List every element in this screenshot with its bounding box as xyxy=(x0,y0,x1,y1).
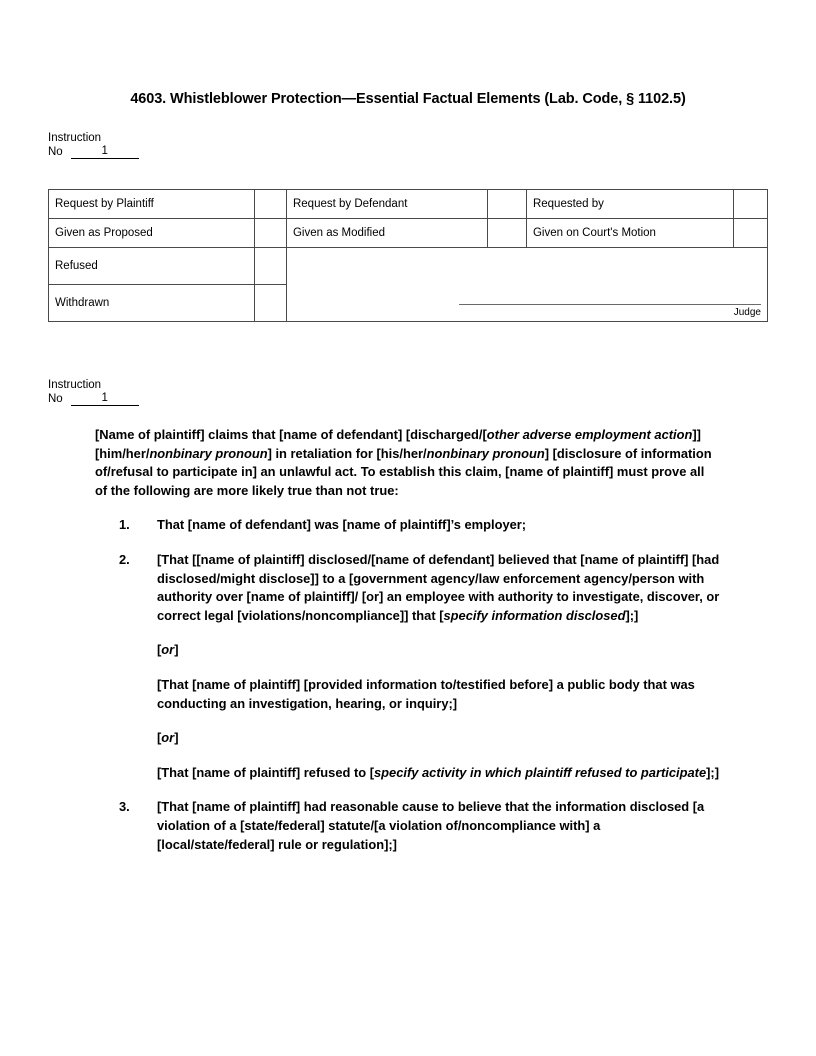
instruction-number-row xyxy=(48,145,139,159)
list-item-2-text: [That [[name of plaintiff] disclosed/[name of defendant] believed that [name of plaintiff] [had disclosed/might disclose]] to a [government agency/law enforcement agency/person with authority over [name of plaintiff]/ [or] an employee with authority to investigate, discover, or correct legal [violations/noncompliance]] that [specify information disclosed];] xyxy=(157,551,720,623)
list-item-1 xyxy=(95,516,720,535)
instruction-no-field[interactable]: 1 xyxy=(71,145,139,159)
alternative-option-1: [That [name of plaintiff] [provided information to/testified before] a public body that was conducting an investigation, hearing, or inquiry;] xyxy=(157,676,695,711)
checkbox-request-by-defendant[interactable] xyxy=(487,190,526,219)
instruction-number-block-top xyxy=(48,131,139,159)
alternative-or-2: [or] xyxy=(157,730,179,746)
checkbox-withdrawn[interactable] xyxy=(254,285,286,322)
checkbox-request-by-plaintiff[interactable] xyxy=(254,190,286,219)
cell-request-by-defendant: Request by Defendant xyxy=(286,190,487,219)
table-row xyxy=(49,190,768,219)
instruction-no-label: No xyxy=(48,146,63,158)
checkbox-given-as-modified[interactable] xyxy=(487,219,526,248)
instruction-label-line1: Instruction xyxy=(48,379,102,391)
list-item-3-text: [That [name of plaintiff] had reasonable cause to believe that the information disclosed [a violation of a [state/federal] statute/[a violation of/noncompliance with] a [local/state/federal] rule or regulation];] xyxy=(157,799,705,852)
checkbox-given-on-courts-motion[interactable] xyxy=(733,219,767,248)
list-item-2 xyxy=(95,551,720,625)
page-title: 4603. Whistleblower Protection—Essential Factual Elements (Lab. Code, § 1102.5) xyxy=(130,91,686,107)
list-item-1-text: That [name of defendant] was [name of plaintiff]’s employer; xyxy=(157,517,527,533)
judge-signature-label: Judge xyxy=(733,307,761,318)
lead-paragraph: [Name of plaintiff] claims that [name of defendant] [discharged/[other adverse employment action]] [him/her/nonbinary pronoun] in retaliation for [his/her/nonbinary pronoun] [disclosure of information of/refusal to participate in] an unlawful act. To establish this claim, [name of plaintiff] must prove all of the following are more likely true than not true: xyxy=(95,427,712,498)
instruction-disposition-table xyxy=(48,189,768,322)
list-item-3-number: 3. xyxy=(119,799,130,815)
instruction-body xyxy=(95,426,720,870)
alternative-option-2: [That [name of plaintiff] refused to [specify activity in which plaintiff refused to participate];] xyxy=(157,764,720,780)
instruction-no-field[interactable]: 1 xyxy=(71,392,139,406)
list-item-3 xyxy=(95,798,720,854)
checkbox-given-as-proposed[interactable] xyxy=(254,219,286,248)
cell-refused: Refused xyxy=(49,248,255,285)
instruction-number-block-mid xyxy=(48,378,139,406)
checkbox-requested-by[interactable] xyxy=(733,190,767,219)
instruction-number-row xyxy=(48,392,139,406)
cell-requested-by: Requested by xyxy=(526,190,733,219)
table-row xyxy=(49,219,768,248)
cell-given-on-courts-motion: Given on Court's Motion xyxy=(526,219,733,248)
instruction-no-label: No xyxy=(48,393,63,405)
checkbox-refused[interactable] xyxy=(254,248,286,285)
cell-request-by-plaintiff: Request by Plaintiff xyxy=(49,190,255,219)
list-item-2-number: 2. xyxy=(119,551,130,567)
cell-withdrawn: Withdrawn xyxy=(49,285,255,322)
alternative-or-1: [or] xyxy=(157,642,179,658)
table-row xyxy=(49,248,768,285)
cell-given-as-proposed: Given as Proposed xyxy=(49,219,255,248)
judge-signature-cell xyxy=(286,248,767,322)
cell-given-as-modified: Given as Modified xyxy=(286,219,487,248)
judge-signature-line[interactable] xyxy=(459,304,761,305)
list-item-1-number: 1. xyxy=(119,517,130,533)
instruction-label-line1: Instruction xyxy=(48,132,102,144)
